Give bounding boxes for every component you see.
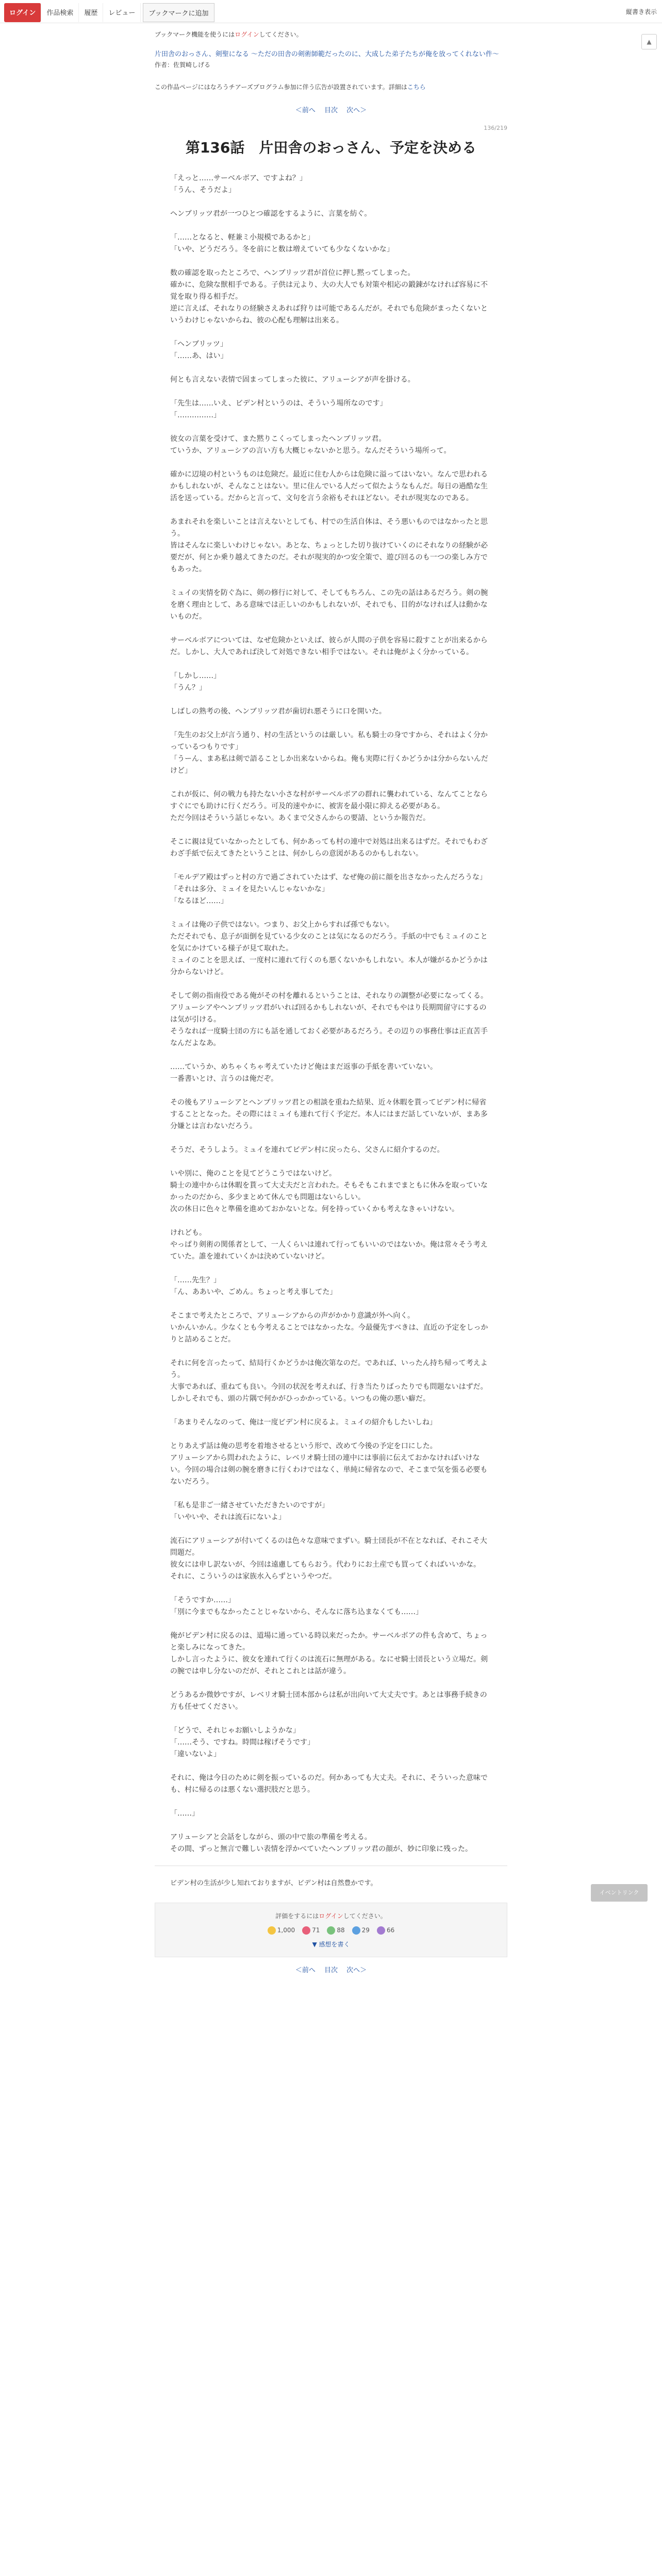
body-paragraph: その後もアリューシアとヘンブリッツ君との相談を重ねた結果、近々休暇を貰ってビデン村に帰省することとなった。その際にはミュイも連れて行く予定だ。本人にはまだ話していないが、まあ多分嫌とは言わないだろう。 — [170, 1098, 488, 1130]
body-paragraph: ミュイは俺の子供ではない。つまり、お父上からすれば孫でもない。 — [170, 921, 394, 929]
body-paragraph — [170, 907, 492, 919]
body-paragraph: 「違いないよ」 — [170, 1750, 221, 1758]
body-paragraph: けれども。 — [170, 1229, 206, 1237]
chapter-number: 136/219 — [484, 125, 507, 131]
clap-emoji-icon — [377, 1926, 385, 1935]
review-link[interactable]: レビュー — [103, 3, 141, 22]
author-prefix: 作者： — [155, 61, 174, 69]
notice-prefix: ブックマーク機能を使うには — [155, 31, 235, 38]
body-paragraph: 「先生は……いえ、ビデン村というのは、そういう場所なのです」 — [170, 399, 387, 408]
body-paragraph — [170, 256, 492, 267]
body-paragraph: 「うーん、まあ私は剣で語ることしか出来ないからね。俺も実際に行くかどうかは分からないんだけど」 — [170, 755, 488, 775]
body-paragraph — [170, 575, 492, 587]
body-paragraph: 「……」 — [170, 1809, 199, 1818]
body-paragraph: 「ん、ああいや、ごめん。ちょっと考え事してた」 — [170, 1288, 337, 1296]
body-paragraph: どうあるか微妙ですが、レベリオ騎士団本部からは私が出向いて大丈夫です。あとは事務手続きの方も任せてください。 — [170, 1691, 487, 1711]
body-paragraph: そして剣の指南役である俺がその村を離れるということは、それなりの調整が必要になってくる。アリューシアやヘンブリッツ君がいれば回るかもしれないが、それでもやはり長期間留守にするのは気が引ける。 — [170, 992, 488, 1024]
laugh-emoji-icon — [327, 1926, 335, 1935]
prev-link[interactable]: ＜前へ — [295, 107, 316, 114]
body-paragraph: ミュイのことを思えば、一度村に連れて行くのも悪くないかもしれない。本人が嫌がるかどうかは分からないけど。 — [170, 956, 488, 976]
body-paragraph: 大事であれば、重ねても良い。今回の状況を考えれば、行き当たりばったりでも問題ないはずだ。 — [170, 1383, 488, 1391]
body-paragraph: ただ今回はそういう話じゃない。あくまで父さんからの要請、というか報告だ。 — [170, 814, 430, 822]
write-review-toggle[interactable]: ▼ 感想を書く — [312, 1941, 350, 1948]
body-paragraph: 流石にアリューシアが付いてくるのは色々な意味でまずい。騎士団長が不在となれば、それこそ大問題だ。 — [170, 1537, 487, 1557]
body-paragraph: 彼女には申し訳ないが、今回は遠慮してもらおう。代わりにお土産でも買ってくればいいかな。 — [170, 1561, 481, 1569]
body-paragraph: しかし言ったように、彼女を連れて行くのは流石に無理がある。なにせ騎士団長という立場だ。剣の腕では申し分ないのだが、それとこれとは話が違う。 — [170, 1655, 488, 1675]
reaction-count: 71 — [312, 1926, 320, 1934]
body-paragraph — [170, 220, 492, 232]
body-paragraph — [170, 386, 492, 398]
body-paragraph: 「私も是非ご一緒させていただきたいのですが」 — [170, 1501, 329, 1510]
body-paragraph — [170, 1677, 492, 1689]
toc-link-bottom[interactable]: 目次 — [324, 1967, 338, 1974]
body-paragraph: そうなれば一度騎士団の方にも話を通しておく必要があるだろう。その辺りの事務仕事は正直苦手なんだよなあ。 — [170, 1027, 488, 1047]
body-paragraph — [170, 1618, 492, 1630]
body-paragraph — [170, 1263, 492, 1275]
ad-warning — [155, 82, 507, 91]
body-paragraph: 「先生のお父上が言う通り、村の生活というのは厳しい。私も騎士の身ですから、それはよく分かっているつもりです」 — [170, 731, 488, 751]
body-paragraph: ……ていうか、めちゃくちゃ考えていたけど俺はまだ返事の手紙を書いていない。 — [170, 1063, 437, 1071]
author-line — [155, 60, 507, 69]
body-paragraph: 「いや、どうだろう。冬を前にと数は増えていても少なくないかな」 — [170, 245, 394, 253]
body-paragraph — [170, 1215, 492, 1227]
body-paragraph: やっぱり剣術の関係者として、一人くらいは連れて行ってもいいのではないか。俺は常々そう考えていた。誰を連れていくかは決めていないけど。 — [170, 1241, 488, 1261]
search-link[interactable]: 作品検索 — [41, 3, 79, 22]
body-paragraph: これが仮に、何の戦力も持たない小さな村がサーベルボアの群れに襲われている、なんてことならすぐにでも助けに行くだろう。可及的速やかに、被害を最小限に抑える必要がある。 — [170, 790, 488, 810]
body-paragraph — [170, 623, 492, 635]
event-link-button[interactable]: イベントリンク — [591, 1884, 648, 1902]
body-paragraph: いかんいかん。少なくとも今考えることではなかったな。今最優先すべきは、直近の予定をしっかりと詰めることだ。 — [170, 1324, 488, 1344]
body-paragraph — [170, 1156, 492, 1168]
reaction-count: 66 — [386, 1926, 395, 1934]
reaction-heart[interactable] — [302, 1926, 320, 1935]
reaction-count: 29 — [361, 1926, 370, 1934]
body-paragraph — [170, 824, 492, 836]
body-paragraph — [170, 362, 492, 374]
body-paragraph — [170, 1820, 492, 1832]
body-paragraph: 俺がビデン村に戻るのは、道場に通っている時以来だったか。サーベルボアの件も含めて、ちょっと楽しみになってきた。 — [170, 1632, 488, 1652]
body-paragraph: 「うん、そうだよ」 — [170, 186, 236, 194]
like-emoji-icon — [268, 1926, 276, 1935]
scroll-top-button[interactable]: ▲ — [641, 34, 657, 49]
prev-link-bottom[interactable]: ＜前へ — [295, 1967, 316, 1974]
body-paragraph — [170, 421, 492, 433]
body-paragraph — [170, 1713, 492, 1725]
body-paragraph: そうだ、そうしよう。ミュイを連れてビデン村に戻ったら、父さんに紹介するのだ。 — [170, 1146, 444, 1154]
body-paragraph — [170, 1488, 492, 1500]
bookmark-notice — [155, 30, 507, 39]
body-paragraph — [170, 1429, 492, 1440]
body-paragraph: 次の休日に色々と準備を進めておかないとな。何を持っていくかも考えなきゃいけない。 — [170, 1205, 459, 1213]
top-nav — [4, 3, 214, 22]
history-link[interactable]: 履歴 — [79, 3, 103, 22]
body-paragraph: 「いやいや、それは流石にないよ」 — [170, 1513, 286, 1521]
reactions — [163, 1926, 499, 1935]
rating-label — [163, 1911, 499, 1920]
body-paragraph: サーベルボアについては、なぜ危険かといえば、彼らが人間の子供を容易に殺すことが出来るからだ。しかし、大人であれば決して対処できない相手ではない。それは俺がよく分かっている。 — [170, 636, 488, 656]
body-paragraph: 「あまりそんなのって、俺は一度ビデン村に戻るよ。ミュイの紹介もしたいしね」 — [170, 1418, 437, 1427]
body-paragraph: 「えっと……サーベルボア、ですよね？」 — [170, 174, 307, 182]
body-paragraph — [170, 860, 492, 872]
body-paragraph: 「……あ、はい」 — [170, 352, 228, 360]
body-paragraph: 「どうで、それじゃお願いしようかな」 — [170, 1726, 300, 1735]
body-paragraph: 「ヘンブリッツ」 — [170, 340, 227, 348]
body-paragraph — [170, 1523, 492, 1535]
reaction-sad[interactable] — [352, 1926, 370, 1935]
body-paragraph: 皆はそんなに楽しいわけじゃない。あとな、ちょっとした切り抜けていくのにそれなりの経験が必要だが、何とか乗り越えてきたのだ。それが現実的かつ安全策で、遊び回るのも一つの楽しみ方でもあった。 — [170, 541, 488, 573]
body-paragraph: そこまで考えたところで、アリューシアからの声がかかり意識が外へ向く。 — [170, 1312, 415, 1320]
body-paragraph: それに、俺は今日のために剣を振っているのだ。何かあっても大丈夫。それに、そういった意味でも、村に帰るのは悪くない選択肢だと思う。 — [170, 1774, 488, 1794]
body-paragraph: ミュイの実情を防ぐ為に、剣の修行に対して、そしてもちろん、この先の話はあるだろう。剣の腕を磨く理由として、ある意味では正しいのかもしれないが、それでも、目的がなければ人は動かないものだ。 — [170, 589, 488, 621]
body-paragraph: アリューシアから問われたように、レベリオ騎士団の連中には事前に伝えておかなければいけない。今回の場合は剣の腕を磨きに行くわけではなく、単純に帰省なので、そこまで気を張る必要もないだろう。 — [170, 1454, 488, 1486]
body-paragraph — [170, 1132, 492, 1144]
body-paragraph: 確かに、危険な獣相手である。子供は元より、大の大人でも対策や相応の鍛錬がなければ容易に不覚を取り得る相手だ。 — [170, 281, 488, 301]
chapter-title: 第136話 片田舎のおっさん、予定を決める — [185, 139, 477, 156]
body-paragraph: ただそれでも、息子が面倒を見ている少女のことは気になるのだろう。手紙の中でもミュイのことを気にかけている様子が見て取れた。 — [170, 933, 488, 953]
reaction-like[interactable] — [268, 1926, 295, 1935]
main-content — [155, 30, 507, 1974]
body-paragraph — [170, 1085, 492, 1097]
body-paragraph — [170, 457, 492, 469]
body-paragraph — [170, 504, 492, 516]
reaction-clap[interactable] — [377, 1926, 394, 1935]
next-link-bottom[interactable]: 次へ＞ — [346, 1967, 367, 1974]
body-paragraph — [170, 658, 492, 670]
body-paragraph — [170, 327, 492, 338]
body-paragraph: 「……先生？」 — [170, 1276, 221, 1284]
reaction-count: 1,000 — [277, 1926, 295, 1934]
reaction-laugh[interactable] — [327, 1926, 344, 1935]
toc-link[interactable]: 目次 — [324, 107, 338, 114]
body-paragraph: 「なるほど……」 — [170, 897, 228, 905]
top-bar — [0, 0, 662, 23]
rating-box — [155, 1903, 507, 1957]
body-paragraph: しばしの熟考の後、ヘンブリッツ君が歯切れ悪そうに口を開いた。 — [170, 707, 386, 716]
heart-emoji-icon — [302, 1926, 310, 1935]
body-paragraph: 「しかし……」 — [170, 672, 221, 680]
chapter-body — [170, 173, 492, 1855]
notice-login-link[interactable]: ログイン — [235, 31, 259, 38]
ad-details-link[interactable]: こちら — [407, 83, 426, 91]
notice-suffix: してください。 — [259, 31, 303, 38]
vertical-view-toggle[interactable]: 縦書き表示 — [625, 8, 657, 15]
rating-prefix: 評価をするには — [275, 1912, 319, 1920]
pager-bottom — [155, 1964, 507, 1974]
body-paragraph: ヘンブリッツ君が一つひとつ確認をするように、言葉を紡ぐ。 — [170, 210, 372, 218]
add-bookmark-button[interactable]: ブックマークに追加 — [143, 3, 214, 22]
body-paragraph — [170, 196, 492, 208]
body-paragraph: 何とも言えない表情で固まってしまった彼に、アリューシアが声を掛ける。 — [170, 376, 415, 384]
pager-top — [155, 105, 507, 114]
body-paragraph: その間、ずっと無言で難しい表情を浮かべていたヘンブリッツ君の顔が、妙に印象に残った。 — [170, 1845, 473, 1853]
body-paragraph: それに、こういうのは家族水入らずというやつだ。 — [170, 1572, 336, 1581]
body-paragraph — [170, 777, 492, 789]
body-paragraph: 「別に今までもなかったことじゃないから、そんなに落ち込まなくても……」 — [170, 1608, 423, 1616]
body-paragraph — [170, 1346, 492, 1358]
rating-login-link[interactable]: ログイン — [319, 1912, 343, 1920]
body-paragraph — [170, 694, 492, 706]
body-paragraph — [170, 1405, 492, 1417]
body-paragraph: 「そうですか……」 — [170, 1596, 235, 1604]
body-paragraph: 彼女の言葉を受けて、また黙りこくってしまったヘンブリッツ君。 — [170, 435, 386, 443]
body-paragraph: それに何を言ったって、結局行くかどうかは俺次第なのだ。であれば、いったん持ち帰って考えよう。 — [170, 1359, 488, 1379]
body-paragraph: いや別に、俺のことを見てどうこうではないけど。 — [170, 1170, 336, 1178]
body-paragraph: 騎士の連中からは休暇を貰って大丈夫だと言われた。そもそもこれまでまともに休みを取っていなかったのだから、多少まとめて休んでも問題はないらしい。 — [170, 1181, 488, 1201]
body-paragraph: 「……………」 — [170, 411, 221, 419]
body-paragraph: アリューシアと会話をしながら、頭の中で旅の準備を考える。 — [170, 1833, 372, 1841]
rating-suffix: してください。 — [343, 1912, 387, 1920]
body-paragraph — [170, 1796, 492, 1808]
body-paragraph — [170, 1760, 492, 1772]
body-paragraph: そこに親は見ていなかったとしても、何かあっても村の連中で対処は出来るはずだ。それでもわざわざ手紙で伝えてきたということは、何かしらの意図があるのかもしれない。 — [170, 838, 488, 858]
body-paragraph: 一番書いとけ、言うのは俺だぞ。 — [170, 1075, 278, 1083]
body-paragraph: 「それは多分、ミュイを見たいんじゃないかな」 — [170, 885, 329, 893]
body-paragraph: 「……そう、ですね。時間は稼げそうです」 — [170, 1738, 315, 1747]
body-paragraph: しかしそれでも、頭の片隅で何かがひっかかっている。いつもの俺の悪い癖だ。 — [170, 1395, 430, 1403]
body-paragraph: 「……となると、軽兼ミ小規模であるかと」 — [170, 233, 315, 242]
next-link[interactable]: 次へ＞ — [346, 107, 367, 114]
body-paragraph — [170, 1583, 492, 1595]
afterword: ビデン村の生活が少し知れておりますが、ビデン村は自然豊かです。 — [170, 1879, 377, 1887]
body-paragraph: 「モルデア殿はずっと村の方で過ごされていたはず、なぜ俺の前に顔を出さなかったんだろうな」 — [170, 873, 487, 882]
sad-emoji-icon — [352, 1926, 360, 1935]
body-paragraph: あまれそれを楽しいことは言えないとしても、村での生活自体は、そう悪いものではなかったと思う。 — [170, 518, 488, 538]
body-paragraph: ていうか、アリューシアの言い方も大概じゃないかと思う。なんだそういう場所って。 — [170, 447, 451, 455]
body-paragraph: 数の確認を取ったところで、ヘンブリッツ君が首位に押し黙ってしまった。 — [170, 269, 415, 277]
reaction-count: 88 — [337, 1926, 345, 1934]
body-paragraph: 「うん？」 — [170, 684, 206, 692]
author-link[interactable]: 佐賀崎しげる — [173, 61, 211, 69]
login-button[interactable]: ログイン — [4, 3, 41, 22]
body-paragraph — [170, 1298, 492, 1310]
body-paragraph — [170, 1049, 492, 1061]
body-paragraph: 逆に言えば、それなりの経験さえあれば狩りは可能であるんだが。それでも危険がまったくないというわけじゃないからね、彼の心配も理解は出来る。 — [170, 304, 488, 325]
ad-warning-text: この作品ページにはなろうチアーズプログラム参加に伴う広告が設置されています。詳細は — [155, 83, 407, 91]
body-paragraph — [170, 718, 492, 730]
body-paragraph: とりあえず話は俺の思考を着地させるという形で、改めて今後の予定を口にした。 — [170, 1442, 437, 1450]
body-paragraph: 確かに辺境の村というものは危険だ。最近に住む人からは危険に溢ってはいない。なんで思われるかもしれないが、そんなことはない。里に住んでいる人だって似たようなもんだ。毎日の過酷な生活を送っている。だからと言って、文句を言う余裕もそれほどない。それが現実なのである。 — [170, 470, 488, 502]
series-title-link[interactable]: 片田舎のおっさん、剣聖になる ～ただの田舎の剣術師範だったのに、大成した弟子たちが俺を放ってくれない件～ — [155, 50, 499, 58]
body-paragraph — [170, 978, 492, 990]
